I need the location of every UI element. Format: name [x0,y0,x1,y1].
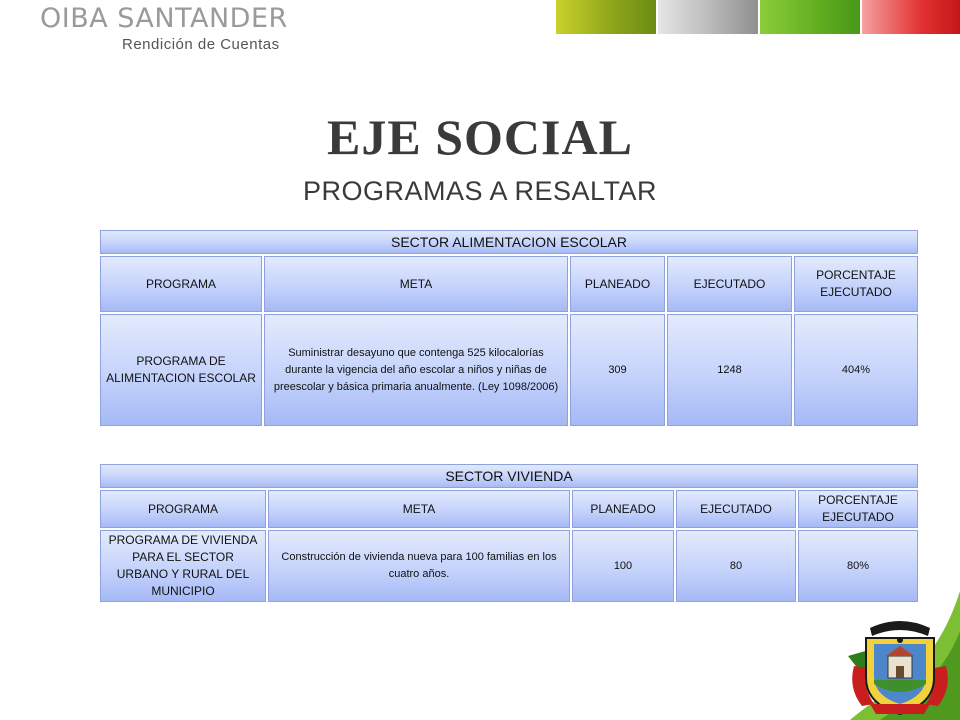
color-bar-red [862,0,960,34]
sector-header: SECTOR VIVIENDA [100,464,920,490]
slide-subtitle: PROGRAMAS A RESALTAR [302,176,658,206]
color-bar-green [760,0,860,34]
color-bar-olive [556,0,656,34]
color-bar-gray [658,0,758,34]
table-alimentacion-escolar [100,230,920,428]
sector-header: SECTOR ALIMENTACION ESCOLAR [100,230,920,256]
col-header-meta: META [268,490,572,530]
brand-title: OIBA SANTANDER [40,3,288,34]
table-row [100,530,920,604]
coat-of-arms-icon [840,576,960,720]
cell-planeado: 100 [572,530,676,604]
col-header-planeado: PLANEADO [570,256,667,314]
cell-meta: Construcción de vivienda nueva para 100 familias en los cuatro años. [268,530,572,604]
col-header-ejecutado: EJECUTADO [667,256,794,314]
col-header-programa: PROGRAMA [100,490,268,530]
slide-title: EJE SOCIAL [327,109,633,165]
col-header-programa: PROGRAMA [100,256,264,314]
cell-planeado: 309 [570,314,667,428]
cell-ejecutado: 80 [676,530,798,604]
cell-ejecutado: 1248 [667,314,794,428]
col-header-porcentaje: PORCENTAJE EJECUTADO [798,490,920,530]
cell-porcentaje: 80% [798,530,920,604]
decorative-color-bar [556,0,960,34]
cell-programa: PROGRAMA DE ALIMENTACION ESCOLAR [100,314,264,428]
col-header-planeado: PLANEADO [572,490,676,530]
col-header-porcentaje: PORCENTAJE EJECUTADO [794,256,920,314]
table-vivienda [100,464,920,604]
table-row [100,314,920,428]
col-header-ejecutado: EJECUTADO [676,490,798,530]
brand-header [40,2,290,53]
cell-programa: PROGRAMA DE VIVIENDA PARA EL SECTOR URBANO Y RURAL DEL MUNICIPIO [100,530,268,604]
cell-meta: Suministrar desayuno que contenga 525 kilocalorías durante la vigencia del año escolar a niños y niñas de preescolar y básica primaria anualmente. (Ley 1098/2006) [264,314,570,428]
brand-subtitle: Rendición de Cuentas [122,36,280,53]
col-header-meta: META [264,256,570,314]
cell-porcentaje: 404% [794,314,920,428]
